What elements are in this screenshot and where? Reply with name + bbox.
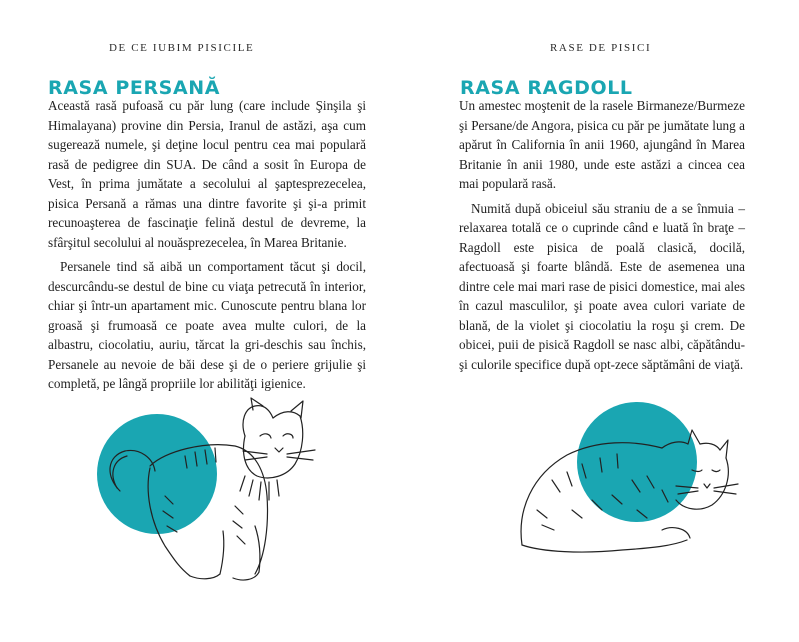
paragraph: Un amestec moştenit de la rasele Birmaneze/Burmeze şi Persane/de Angora, pisica cu păr pe jumătate lung a apărut în California în anii 1960, ajungând în Marea Britanie în anii 1980, unde este astăzi a cincea cea mai populară rasă. bbox=[459, 98, 745, 191]
ragdoll-cat-illustration bbox=[512, 400, 752, 560]
right-page bbox=[400, 0, 799, 642]
section-title: RASA RAGDOLL bbox=[460, 77, 633, 99]
paragraph: Numită după obiceiul său straniu de a se înmuia – relaxarea totală ce o cuprinde când e luată în braţe – Ragdoll este pisica de poală clasică, docilă, afectuoasă şi foarte blândă. Este de asemenea una dintre cele mai mari rase de pisici domestice, mai ales în cazul masculilor, şi poate avea culori variate de blană, de la violet şi ciocolatiu la roşu şi crem. De obicei, puii de pisică Ragdoll se nasc albi, căpătându-şi culorile specifice după opt-zece săptămâni de viaţă. bbox=[459, 200, 745, 372]
section-title: RASA PERSANĂ bbox=[48, 77, 221, 99]
body-text bbox=[48, 96, 366, 394]
running-head: RASE DE PISICI bbox=[550, 42, 652, 54]
body-text bbox=[459, 96, 745, 374]
paragraph: Această rasă pufoasă cu păr lung (care include Şinşila şi Himalayana) provine din Persia, Iranul de astăzi, aşa cum sugerează numele, şi deţine locul pentru cea mai populară rasă de pedigree din SUA. De când a sosit în Europa de Vest, în prima jumătate a secolului al şaptesprezecelea, pisica Persană a rămas una dintre favorite şi şi-a primit recunoaşterea de fascinaţie felină destul de devreme, la sfârşitul secolului al nouăsprezecelea, în Marea Britanie. bbox=[48, 98, 366, 250]
running-head: DE CE IUBIM PISICILE bbox=[109, 42, 255, 54]
paragraph: Persanele tind să aibă un comportament tăcut şi docil, descurcându-se destul de bine cu viaţa petrecută în interior, chiar şi într-un apartament mic. Cunoscute pentru blana lor groasă şi frumoasă ce poate avea multe culori, de la albastru, ciocolatiu, auriu, tărcat la gri-deschis sau închis, Persanele au nevoie de băi dese şi de o periere grijulie şi completă, pe lângă propriile lor abilităţi igienice. bbox=[48, 259, 366, 391]
persian-cat-illustration bbox=[95, 396, 325, 586]
